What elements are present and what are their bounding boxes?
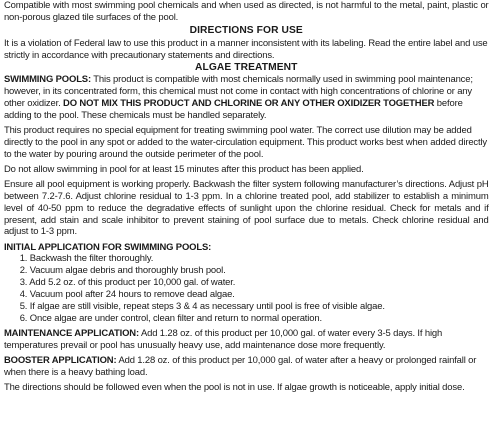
step-text: Add 5.2 oz. of this product per 10,000 gal. of water. [29, 277, 236, 289]
directions-heading: DIRECTIONS FOR USE [189, 25, 303, 37]
list-item [20, 313, 489, 325]
step-text: Vacuum pool after 24 hours to remove dead algae. [29, 289, 235, 301]
no-swimming-notice: Do not allow swimming in pool for at least 15 minutes after this product has been applied. [3, 163, 364, 175]
booster-paragraph [4, 355, 489, 379]
step-text: Vacuum algae debris and thoroughly brush pool. [29, 265, 226, 277]
oxidizer-warning: DO NOT MIX THIS PRODUCT AND CHLORINE OR ANY OTHER OXIDIZER TOGETHER [63, 97, 435, 109]
step-number: 6. [19, 313, 28, 324]
list-item [20, 301, 489, 313]
initial-application-steps [4, 253, 489, 324]
closing-paragraph: The directions should be followed even when the pool is not in use. If algae growth is noticeable, apply initial dose. [3, 382, 465, 394]
swimming-pools-text-2: before adding to the pool. These chemicals must be handled separately. [3, 97, 463, 121]
swimming-pools-paragraph [4, 74, 489, 122]
booster-lead: BOOSTER APPLICATION: [3, 355, 117, 367]
maintenance-paragraph [4, 328, 489, 352]
maintenance-lead: MAINTENANCE APPLICATION: [3, 328, 139, 340]
step-number: 2. [19, 265, 28, 277]
directions-text: It is a violation of Federal law to use this product in a manner inconsistent with its labeling. Read the entire label and use strictly in accordance with precautionary statements and directions. [3, 37, 488, 61]
step-number: 3. [19, 277, 28, 289]
step-text: Once algae are under control, clean filter and return to normal operation. [29, 313, 322, 324]
equipment-check-paragraph: Ensure all pool equipment is working properly. Backwash the filter system following manufacturer’s directions. Adjust pH between 7.2-7.6. Adjust chlorine residual to 1-3 ppm. In a chlorine treated pool, add stabilizer to establish a minimum level of 40-50 ppm to reduce the degradative effects of sunlight upon the chlorine residual. Check for metals and if present, add stain and scale inhibitor to prevent staining of pool surface due to metals. Check chlorine residual and adjust to 1-3 ppm. [3, 178, 489, 238]
list-item [20, 277, 489, 289]
swimming-pools-text-1: This product is compatible with most chemicals normally used in swimming pool maintenance; however, in its concentrated form, this chemical must not come in contact with high concentrations of chlorine or any other oxidizer. [3, 74, 473, 109]
step-number: 1. [19, 253, 28, 265]
list-item [20, 289, 489, 301]
step-text: Backwash the filter thoroughly. [29, 253, 154, 265]
swimming-pools-lead: SWIMMING POOLS: [3, 74, 91, 86]
algae-treatment-heading: ALGAE TREATMENT [194, 61, 298, 73]
maintenance-text: Add 1.28 oz. of this product per 10,000 gal. of water every 3-5 days. If high temperatures prevail or pool has unusually heavy use, add maintenance dose more frequently. [3, 328, 443, 351]
step-number: 5. [19, 301, 28, 313]
booster-text: Add 1.28 oz. of this product per 10,000 gal. of water after a heavy or prolonged rainfall or when there is a heavy bathing load. [3, 355, 477, 378]
list-item [20, 265, 489, 277]
step-number: 4. [19, 289, 28, 301]
equipment-paragraph: This product requires no special equipment for treating swimming pool water. The correct use dilution may be added directly to the pool in any spot or added to the water-circulation equipment. This product works best when added directly to the water by pouring around the outside perimeter of the pool. [3, 124, 488, 160]
step-text: If algae are still visible, repeat steps 3 & 4 as necessary until pool is free of visible algae. [29, 301, 385, 313]
initial-application-heading: INITIAL APPLICATION FOR SWIMMING POOLS: [3, 241, 212, 253]
compatibility-text: Compatible with most swimming pool chemicals and when used as directed, is not harmful to the metal, paint, plastic or non-porous glazed tile surfaces of the pool. [3, 0, 489, 23]
list-item [20, 253, 489, 265]
